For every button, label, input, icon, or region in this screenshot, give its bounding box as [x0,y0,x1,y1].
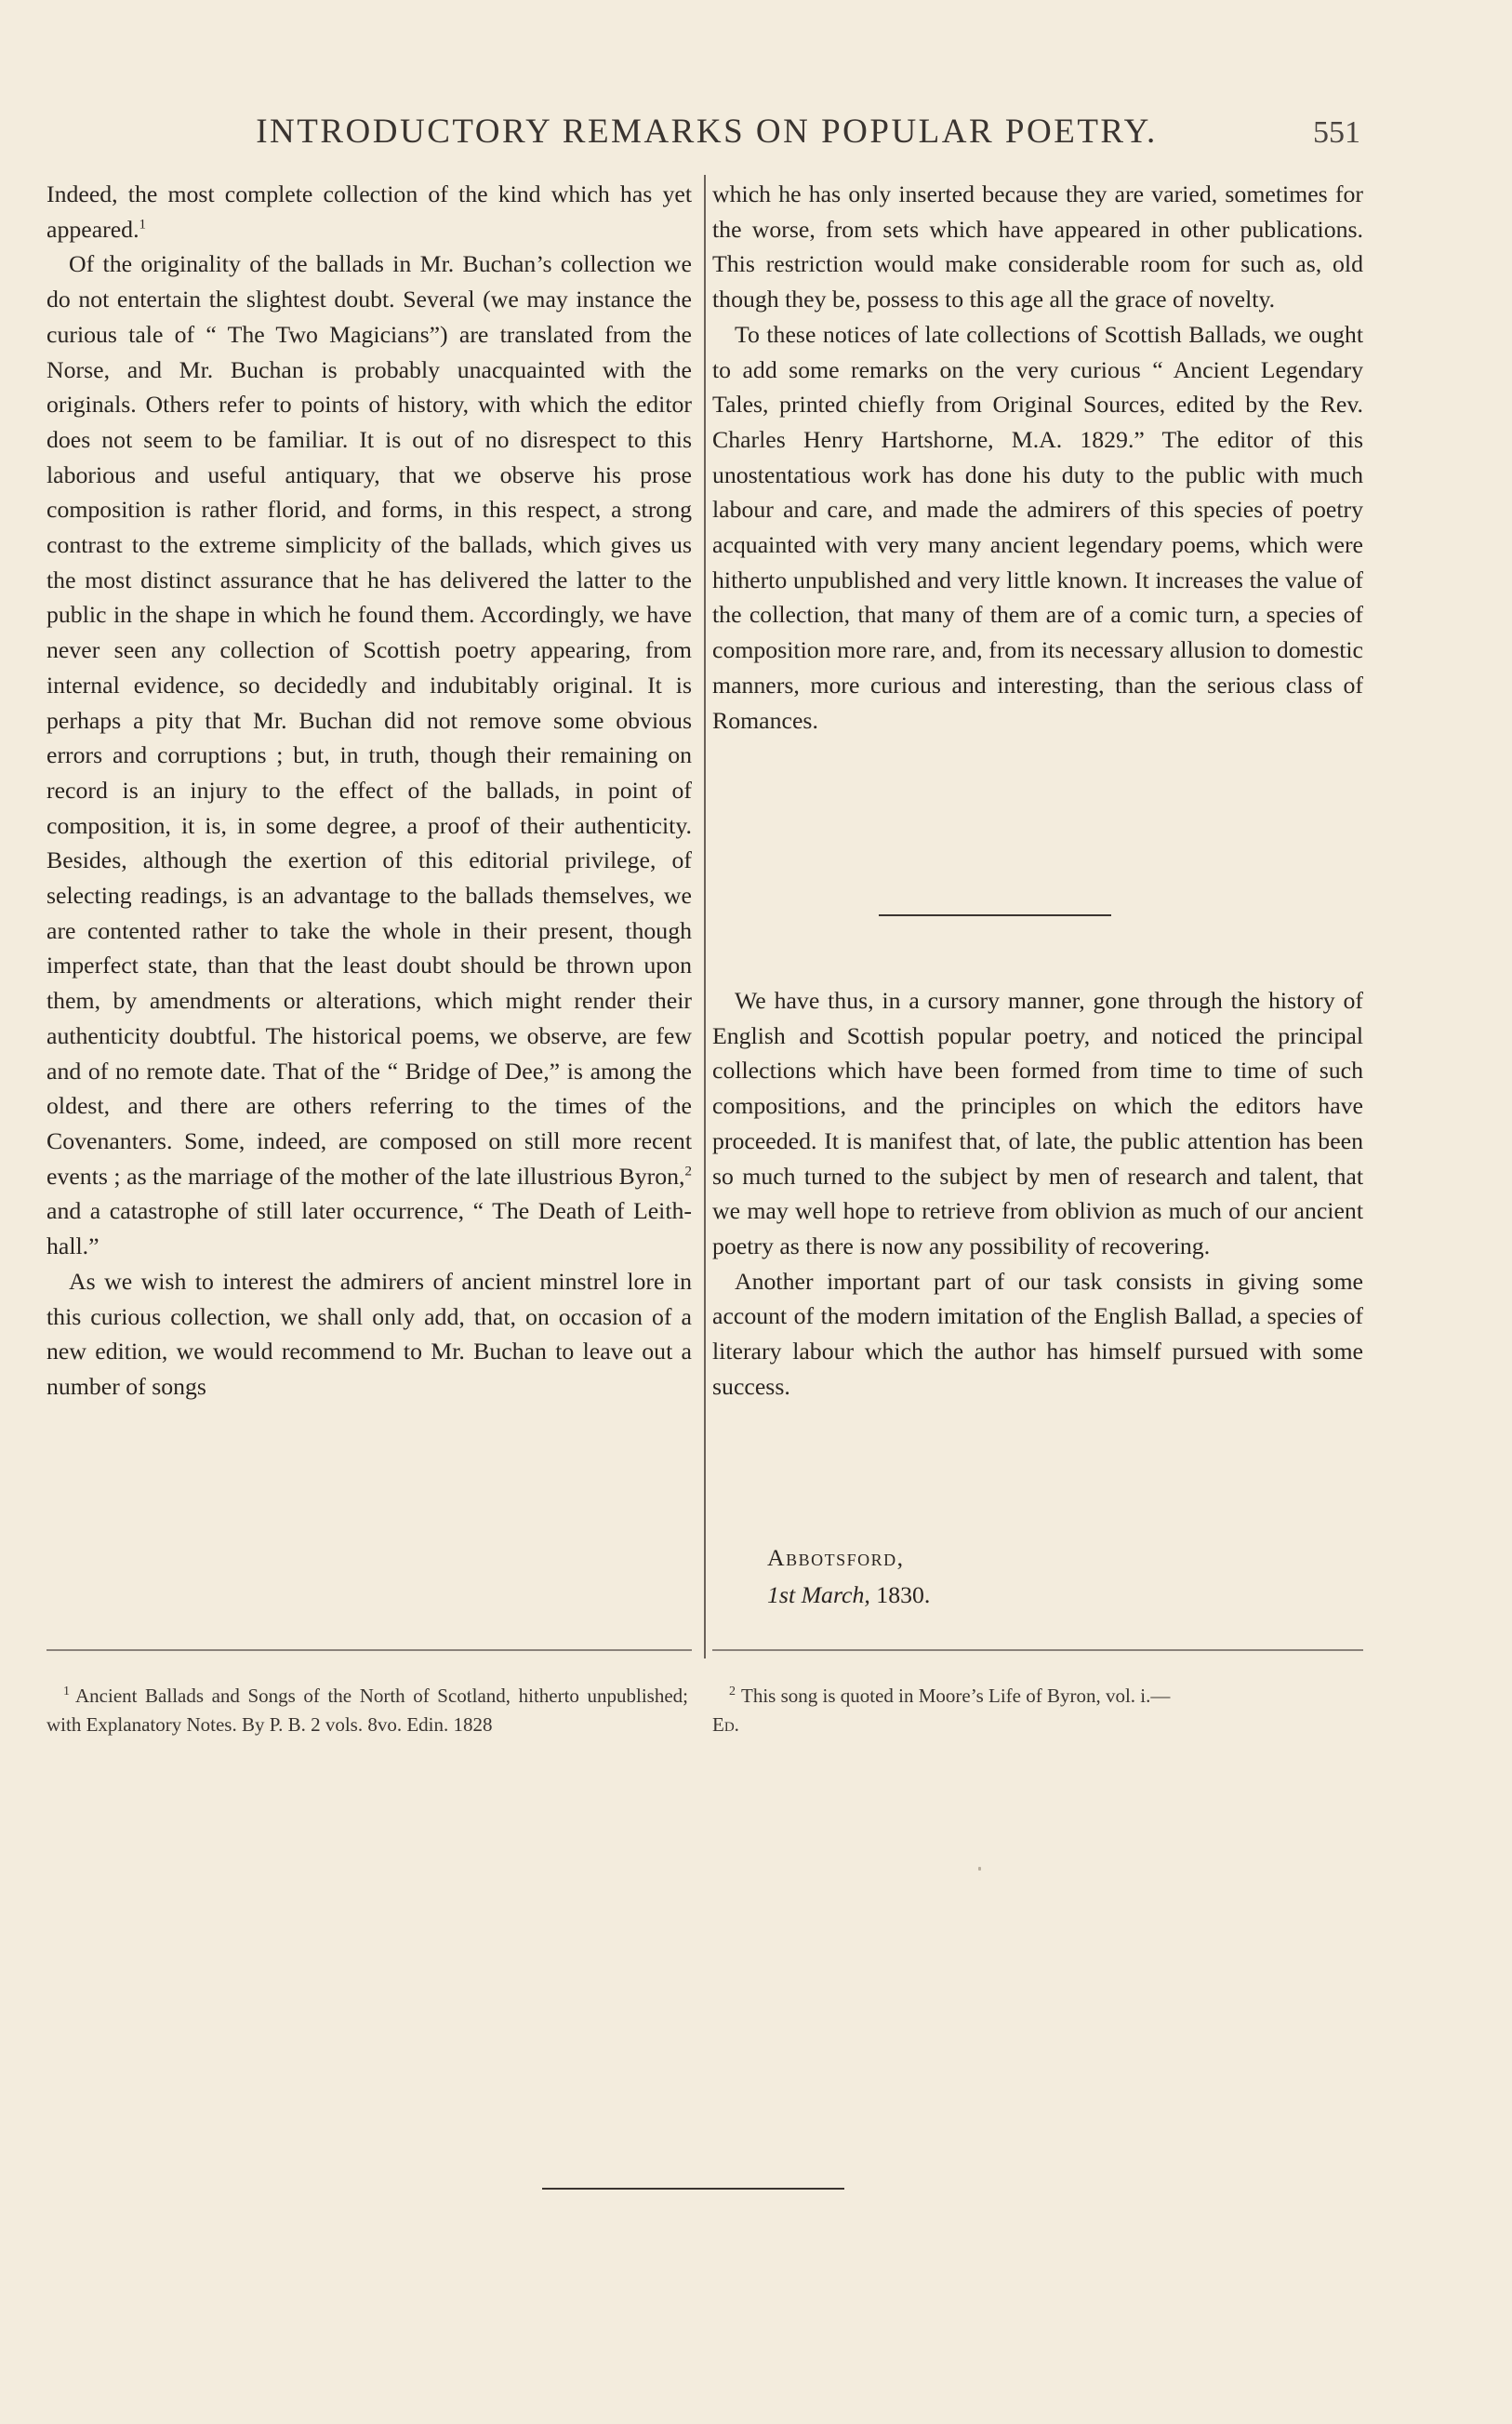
signature-place: Abbotsford, [767,1544,905,1571]
footnote-2-text: This song is quoted in Moore’s Life of Byron, vol. i.— [741,1685,1171,1707]
footnote-1-text: Ancient Ballads and Songs of the North of Scotland, hitherto unpublished; with Explanatory Notes. By P. B. 2 vols. 8vo. Edin. 1828 [46,1685,688,1736]
right-column [712,177,1363,1400]
paper-speck [978,1867,981,1871]
signature-date-year: 1830. [876,1581,931,1608]
footnote-ref-2: 2 [684,1164,692,1179]
footnote-rule-right [712,1649,1363,1651]
signature-block [767,1539,930,1614]
left-paragraph-2-text-b: and a catastrophe of still later occurrence, “ The Death of Leith-hall.” [46,1197,692,1260]
signature-date-month: March, [801,1581,870,1608]
footnote-ref-1: 1 [139,217,147,233]
column-divider [704,175,706,1658]
page-end-rule [542,2188,844,2190]
footnote-rule-left [46,1649,692,1651]
left-paragraph-2 [46,246,692,1263]
footnote-2-number: 2 [729,1685,736,1698]
left-column [46,177,692,1405]
running-head: INTRODUCTORY REMARKS ON POPULAR POETRY. [256,113,1158,151]
right-paragraph-3: We have thus, in a cursory manner, gone through the history of English and Scottish popular poetry, and noticed the principal collections which have been formed from time to time of such compositions, and the principles on which the editors have proceeded. It is manifest that, of late, the public attention has been so much turned to the subject by men of research and talent, that we may well hope to retrieve from oblivion as much of our ancient poetry as there is now any possibility of recovering. [712,987,1363,1259]
left-paragraph-1 [46,177,692,246]
left-paragraph-2-text-a: Of the originality of the ballads in Mr. Buchan’s collection we do not entertain the slightest doubt. Several (we may instance the curious tale of “ The Two Magicians”) are translated from the Norse, and Mr. Buchan is probably unacquainted with the originals. Others refer to points of history, with which the editor does not seem to be familiar. It is out of no disrespect to this laborious and useful antiquary, that we observe his prose composition is rather florid, and forms, in this respect, a strong contrast to the extreme simplicity of the ballads, which gives us the most distinct assurance that he has delivered the latter to the public in the shape in which he found them. Accordingly, we have never seen any collection of Scottish poetry appearing, from internal evidence, so decidedly and indubitably original. It is perhaps a pity that Mr. Buchan did not remove some obvious errors and corruptions ; but, in truth, though their remaining on record is an injury to the effect of the ballads, in point of composition, it is, in some degree, a proof of their authenticity. Besides, although the exertion of this editorial privilege, of selecting readings, is an advantage to the ballads themselves, we are contented rather to take the whole in their present, though imperfect state, than that the least doubt should be thrown upon them, by amendments or alterations, which might render their authenticity doubtful. The historical poems, we observe, are few and of no remote date. That of the “ Bridge of Dee,” is among the oldest, and there are others referring to the times of the Covenanters. Some, indeed, are composed on still more recent events ; as the marriage of the mother of the late illustrious Byron, [46,250,692,1190]
signature-date-ordinal: 1st [767,1581,796,1608]
signature-date [767,1577,930,1614]
closing-section [712,983,1363,1404]
section-divider [879,914,1111,916]
footnote-2 [712,1682,1363,1739]
footnote-1 [46,1682,688,1739]
left-paragraph-3: As we wish to interest the admirers of ancient minstrel lore in this curious collection, we shall only add, that, on occasion of a new edition, we would recommend to Mr. Buchan to leave out a number of songs [46,1267,692,1400]
footnote-1-number: 1 [63,1685,70,1698]
footnote-2-editor-mark: Ed. [712,1713,739,1736]
left-paragraph-1-text: Indeed, the most complete collection of the kind which has yet appeared. [46,180,692,243]
page-number: 551 [1313,115,1360,150]
right-paragraph-4: Another important part of our task consists in giving some account of the modern imitation of the English Ballad, a species of literary labour which the author has himself pursued with some success. [712,1267,1363,1400]
right-paragraph-2: To these notices of late collections of Scottish Ballads, we ought to add some remarks on the very curious “ Ancient Legendary Tales, printed chiefly from Original Sources, edited by the Rev. Charles Henry Hartshorne, M.A. 1829.” The editor of this unostentatious work has done his duty to the public with much labour and care, and made the admirers of this species of poetry acquainted with very many ancient legendary poems, which were hitherto unpublished and very little known. It increases the value of the collection, that many of them are of a comic turn, a species of composition more rare, and, from its necessary allusion to domestic manners, more curious and interesting, than the serious class of Romances. [712,320,1363,734]
right-paragraph-1: which he has only inserted because they are varied, sometimes for the worse, from sets which have appeared in other publications. This restriction would make considerable room for such as, old though they be, possess to this age all the grace of novelty. [712,180,1363,313]
